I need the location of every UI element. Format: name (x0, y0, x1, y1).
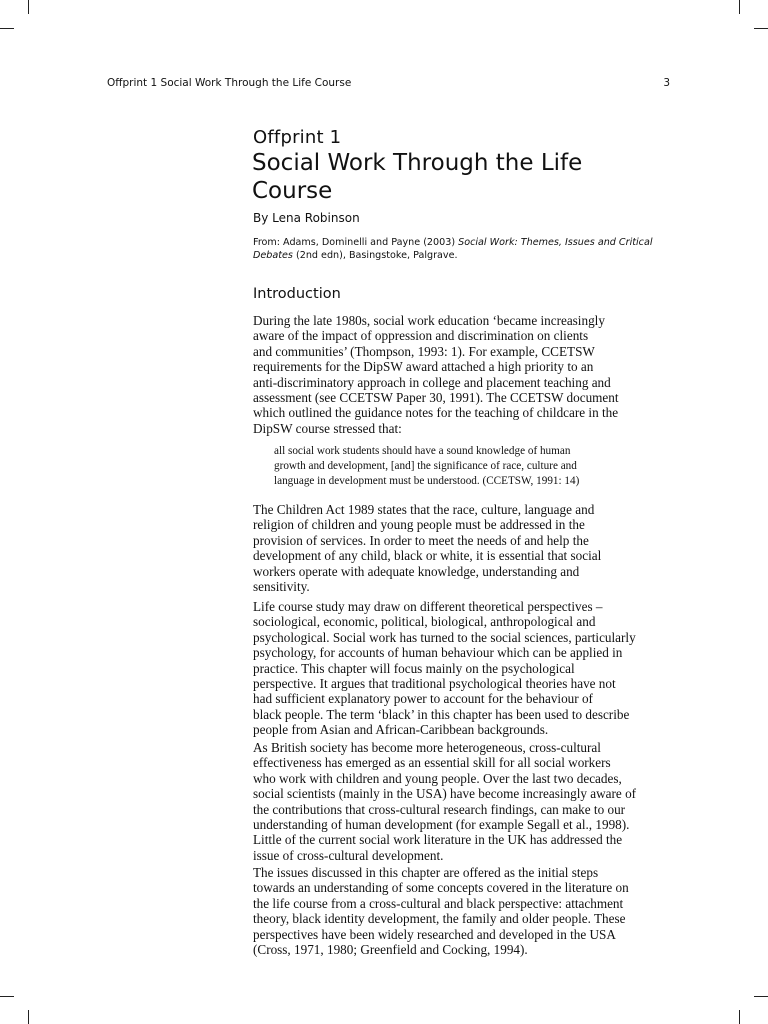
text-line: theory, black identity development, the family and older people. These (253, 911, 626, 927)
running-head (107, 77, 670, 89)
text-line: perspective. It argues that traditional psychological theories have not (253, 676, 616, 692)
running-head-title: Offprint 1 Social Work Through the Life Course (107, 77, 352, 89)
crop-mark (754, 996, 768, 997)
crop-mark (0, 996, 14, 997)
text-line: towards an understanding of some concepts covered in the literature on (253, 880, 629, 896)
text-line: psychological. Social work has turned to the social sciences, particularly (253, 629, 636, 645)
text-line: language in development must be understood. (CCETSW, 1991: 14) (274, 475, 580, 488)
text-line: the life course from a cross-cultural and black perspective: attachment (253, 895, 624, 911)
text-line: workers operate with adequate knowledge, understanding and (253, 563, 580, 579)
text-line: and communities’ (Thompson, 1993: 1). For example, CCETSW (253, 343, 595, 359)
source-publisher: (2nd edn), Basingstoke, Palgrave. (292, 250, 458, 261)
source-prefix: From: Adams, Dominelli and Payne (2003) (253, 237, 459, 248)
text-line: sociological, economic, political, biological, anthropological and (253, 614, 596, 630)
text-line: had sufficient explanatory power to account for the behaviour of (253, 691, 593, 707)
paragraph (253, 865, 673, 957)
page-title (252, 149, 672, 205)
text-line: sensitivity. (253, 579, 310, 595)
text-line: who work with children and young people. Over the last two decades, (253, 770, 622, 786)
text-line: During the late 1980s, social work education ‘became increasingly (253, 313, 605, 328)
text-line: aware of the impact of oppression and discrimination on clients (253, 328, 589, 344)
text-line: people from Asian and African-Caribbean backgrounds. (253, 722, 549, 738)
source-book-title: Social Work: Themes, Issues and Critical (458, 237, 653, 248)
text-line: assessment (see CCETSW Paper 30, 1991). The CCETSW document (253, 390, 619, 406)
offprint-label: Offprint 1 (253, 127, 342, 148)
text-line: growth and development, [and] the significance of race, culture and (274, 460, 577, 473)
paragraph (253, 313, 673, 436)
text-line: religion of children and young people must be addressed in the (253, 517, 585, 533)
text-line: DipSW course stressed that: (253, 420, 402, 436)
text-line: perspectives have been widely researched and developed in the USA (253, 926, 616, 942)
text-line: anti-discriminatory approach in college and placement teaching and (253, 374, 611, 390)
paragraph (253, 502, 673, 594)
source-book-title-cont: Debates (253, 250, 293, 261)
text-line: (Cross, 1971, 1980; Greenfield and Cocking, 1994). (253, 942, 528, 958)
section-heading: Introduction (253, 286, 341, 302)
text-line: Little of the current social work literature in the UK has addressed the (253, 832, 623, 848)
text-line: Life course study may draw on different theoretical perspectives – (253, 599, 603, 614)
crop-mark (0, 28, 14, 29)
crop-mark (28, 0, 29, 14)
paragraph (253, 599, 673, 738)
crop-mark (739, 1010, 740, 1024)
text-line: issue of cross-cultural development. (253, 847, 444, 863)
text-line: provision of services. In order to meet the needs of and help the (253, 532, 589, 548)
text-line: As British society has become more heterogeneous, cross-cultural (253, 740, 601, 755)
text-line: The issues discussed in this chapter are offered as the initial steps (253, 865, 599, 880)
text-line: which outlined the guidance notes for the teaching of childcare in the (253, 405, 619, 421)
title-line: Social Work Through the Life (252, 150, 583, 176)
text-line: psychology, for accounts of human behaviour which can be applied in (253, 645, 623, 661)
text-line: all social work students should have a sound knowledge of human (274, 445, 571, 457)
text-line: the contributions that cross-cultural research findings, can make to our (253, 801, 626, 817)
author-byline: By Lena Robinson (253, 211, 360, 225)
crop-mark (754, 28, 768, 29)
paragraph (253, 740, 673, 863)
text-line: requirements for the DipSW award attached a high priority to an (253, 359, 594, 375)
text-line: practice. This chapter will focus mainly on the psychological (253, 660, 575, 676)
crop-mark (28, 1010, 29, 1024)
page-number: 3 (663, 77, 670, 89)
text-line: black people. The term ‘black’ in this chapter has been used to describe (253, 706, 630, 722)
text-line: effectiveness has emerged as an essential skill for all social workers (253, 755, 611, 771)
block-quote (274, 444, 654, 490)
source-citation (253, 236, 673, 262)
title-line: Course (252, 178, 333, 204)
text-line: understanding of human development (for example Segall et al., 1998). (253, 817, 630, 833)
text-line: development of any child, black or white, it is essential that social (253, 548, 602, 564)
text-line: The Children Act 1989 states that the race, culture, language and (253, 502, 595, 517)
text-line: social scientists (mainly in the USA) have become increasingly aware of (253, 786, 637, 802)
crop-mark (739, 0, 740, 14)
